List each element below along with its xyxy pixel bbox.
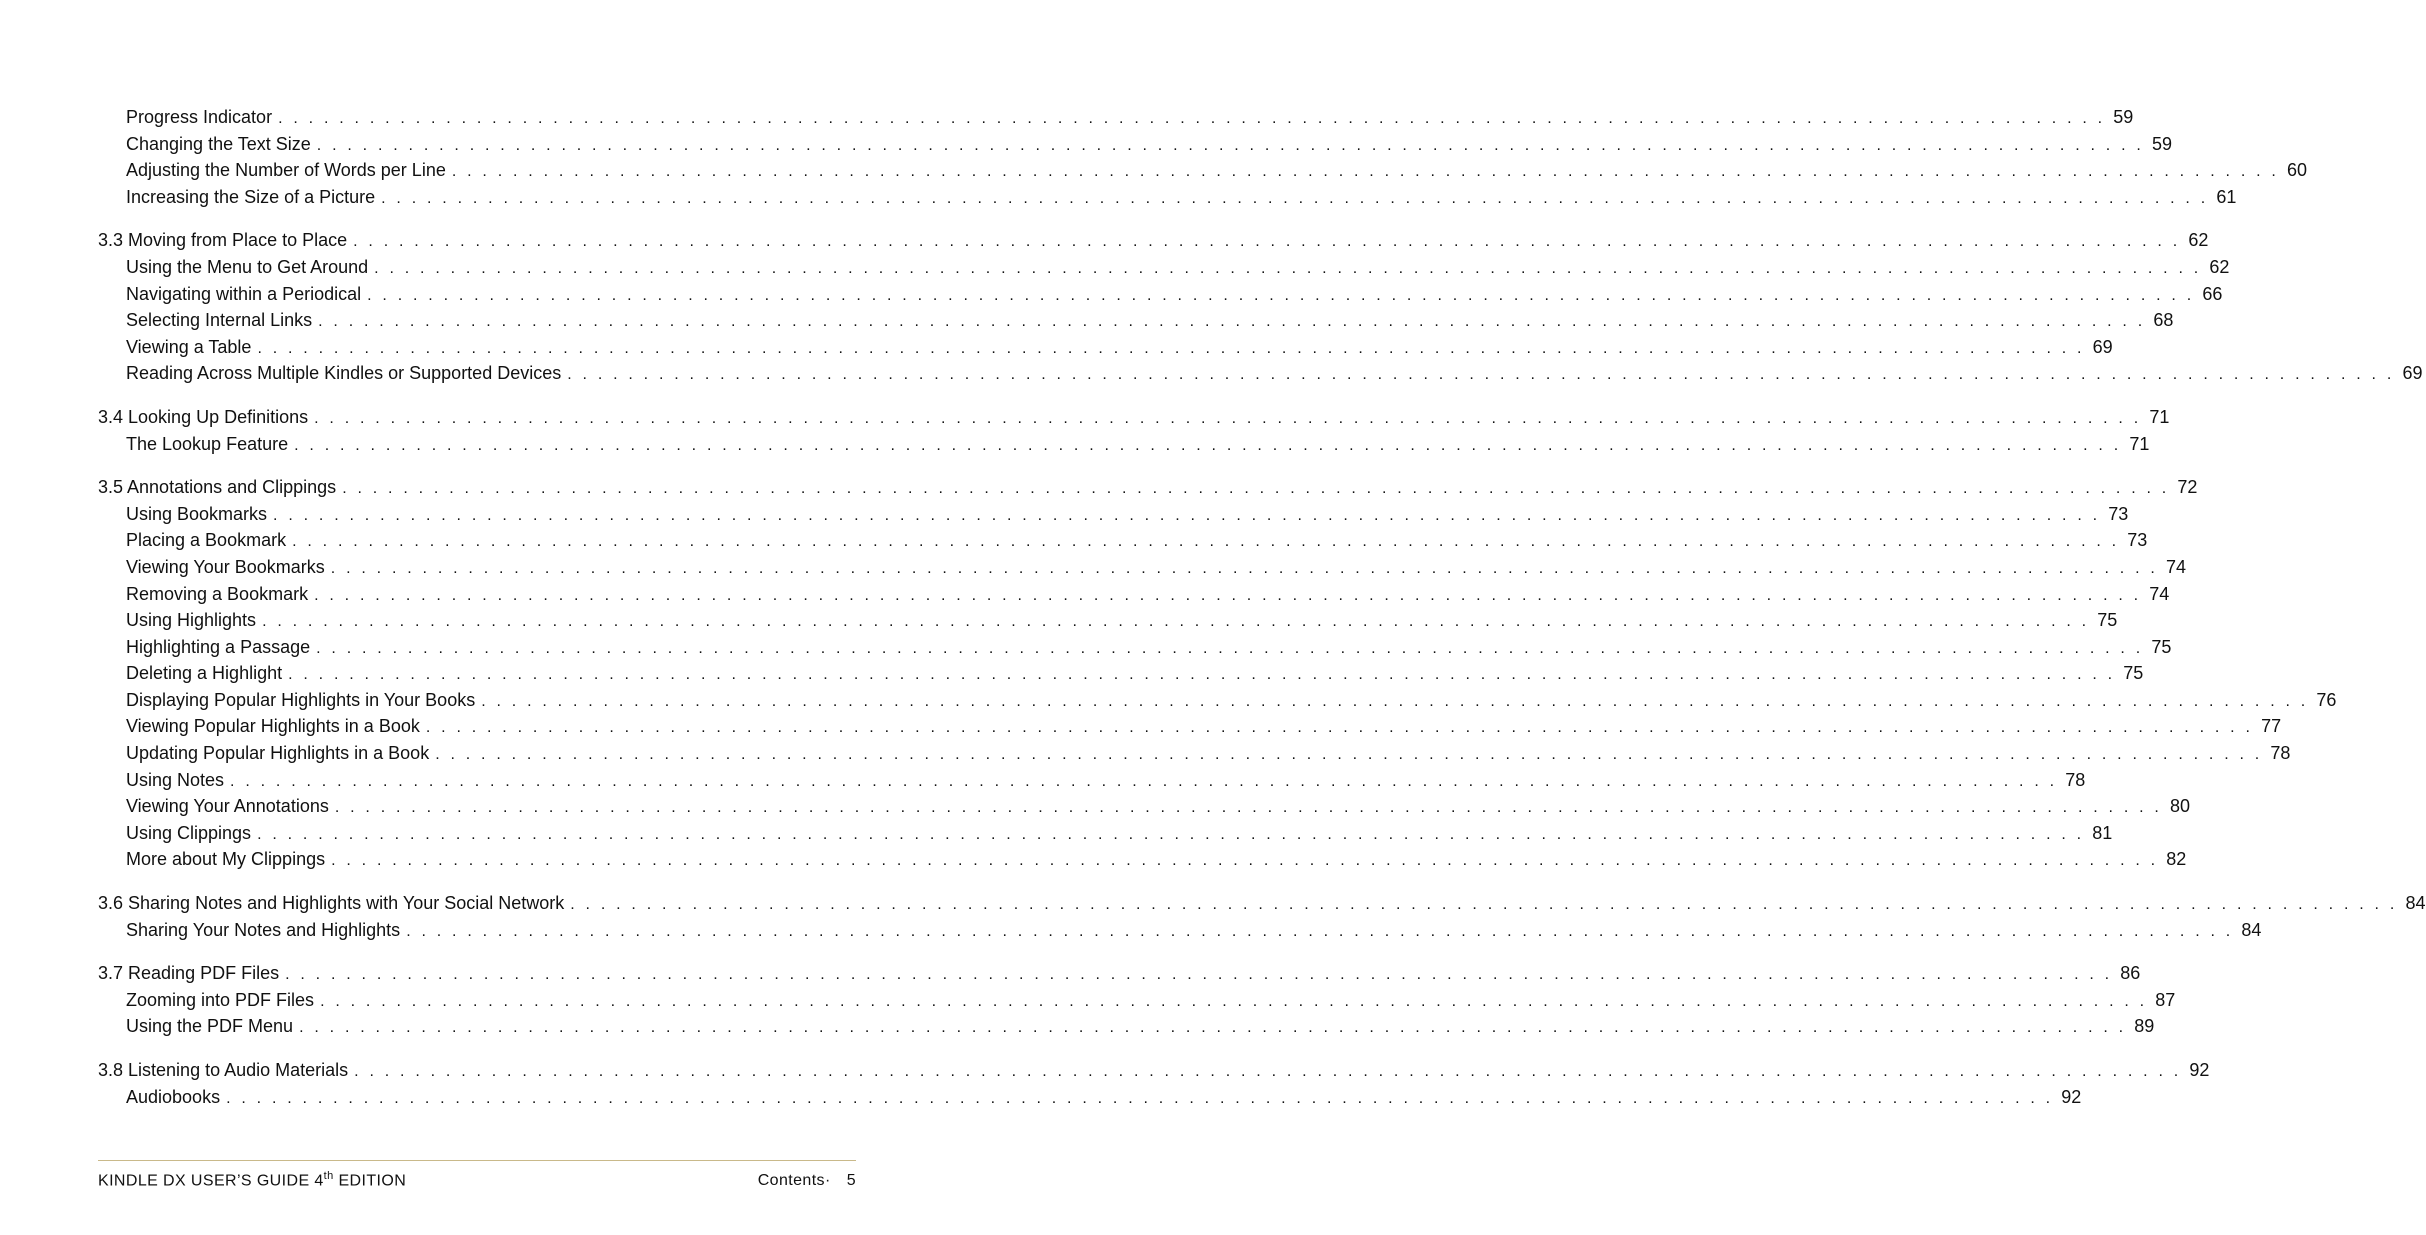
toc-entry-title: Navigating within a Periodical <box>126 283 362 304</box>
toc-entry-page-number: 92 <box>2061 1086 2082 1107</box>
toc-entry-title: More about My Clippings <box>126 849 326 870</box>
toc-entry-title: Displaying Popular Highlights in Your Books <box>126 689 476 710</box>
toc-entry-page-number: 69 <box>2092 336 2113 357</box>
table-of-contents <box>98 104 2426 1127</box>
toc-subentry[interactable] <box>98 157 2308 184</box>
toc-subentry[interactable] <box>98 281 2223 308</box>
toc-group <box>98 890 2426 943</box>
toc-group <box>98 227 2423 387</box>
toc-entry-title: Using the Menu to Get Around <box>126 256 369 277</box>
footer-separator: · <box>824 1172 831 1190</box>
dot-leader: . . . . . . . . . . . . . . . . . . . . . . . . . . . . . . . . . . . . . . . . . . . . . . . . . . . . . . . . . . . . . . . . . . . . . . . . . . . . . . . . . . . . . . . . . . . . . . . . . . . . . . . . . . . . . . . . . . . . . . . . <box>257 339 2085 357</box>
dot-leader: . . . . . . . . . . . . . . . . . . . . . . . . . . . . . . . . . . . . . . . . . . . . . . . . . . . . . . . . . . . . . . . . . . . . . . . . . . . . . . . . . . . . . . . . . . . . . . . . . . . . . . . . . . . . . . . . . . . . . . . . <box>262 613 2090 631</box>
toc-entry-title: 3.4 Looking Up Definitions <box>98 406 309 427</box>
toc-entry-title: Increasing the Size of a Picture <box>126 186 376 207</box>
toc-entry-page-number: 82 <box>2166 849 2187 870</box>
footer-title-prefix: KINDLE DX USER’S GUIDE 4 <box>98 1172 324 1190</box>
footer-page-number: 5 <box>846 1172 856 1190</box>
dot-leader: . . . . . . . . . . . . . . . . . . . . . . . . . . . . . . . . . . . . . . . . . . . . . . . . . . . . . . . . . . . . . . . . . . . . . . . . . . . . . . . . . . . . . . . . . . . . . . . . . . . . . . . . . . . . . . . . . . . . . . . . <box>406 922 2234 940</box>
toc-section-entry[interactable] <box>98 227 2209 254</box>
toc-subentry[interactable] <box>98 607 2118 634</box>
toc-entry-title: Removing a Bookmark <box>126 583 309 604</box>
footer-rule <box>98 1160 856 1161</box>
footer-section-label: Contents <box>757 1172 825 1190</box>
toc-subentry[interactable] <box>98 687 2337 714</box>
toc-entry-page-number: 89 <box>2134 1016 2155 1037</box>
toc-entry-page-number: 74 <box>2149 583 2170 604</box>
toc-entry-title: The Lookup Feature <box>126 433 289 454</box>
dot-leader: . . . . . . . . . . . . . . . . . . . . . . . . . . . . . . . . . . . . . . . . . . . . . . . . . . . . . . . . . . . . . . . . . . . . . . . . . . . . . . . . . . . . . . . . . . . . . . . . . . . . . . . . . . . . . . . . . . . . . . . . <box>294 436 2122 454</box>
toc-entry-page-number: 81 <box>2092 822 2113 843</box>
toc-entry-title: Deleting a Highlight <box>126 663 283 684</box>
dot-leader: . . . . . . . . . . . . . . . . . . . . . . . . . . . . . . . . . . . . . . . . . . . . . . . . . . . . . . . . . . . . . . . . . . . . . . . . . . . . . . . . . . . . . . . . . . . . . . . . . . . . . . . . . . . . . . . . . . . . . . . . <box>226 1089 2054 1107</box>
toc-subentry[interactable] <box>98 1084 2082 1111</box>
toc-subentry[interactable] <box>98 740 2291 767</box>
dot-leader: . . . . . . . . . . . . . . . . . . . . . . . . . . . . . . . . . . . . . . . . . . . . . . . . . . . . . . . . . . . . . . . . . . . . . . . . . . . . . . . . . . . . . . . . . . . . . . . . . . . . . . . . . . . . . . . . . . . . . . . . <box>314 409 2142 427</box>
toc-subentry[interactable] <box>98 846 2187 873</box>
toc-entry-page-number: 73 <box>2108 503 2129 524</box>
toc-entry-title: 3.3 Moving from Place to Place <box>98 230 348 251</box>
toc-entry-title: Viewing a Table <box>126 336 252 357</box>
toc-subentry[interactable] <box>98 254 2230 281</box>
toc-group <box>98 404 2170 457</box>
toc-entry-page-number: 62 <box>2209 256 2230 277</box>
toc-section-entry[interactable] <box>98 404 2170 431</box>
toc-entry-page-number: 84 <box>2241 919 2262 940</box>
dot-leader: . . . . . . . . . . . . . . . . . . . . . . . . . . . . . . . . . . . . . . . . . . . . . . . . . . . . . . . . . . . . . . . . . . . . . . . . . . . . . . . . . . . . . . . . . . . . . . . . . . . . . . . . . . . . . . . . . . . . . . . . <box>570 896 2398 914</box>
toc-entry-title: Viewing Your Bookmarks <box>126 556 325 577</box>
toc-entry-page-number: 75 <box>2123 663 2144 684</box>
toc-section-entry[interactable] <box>98 890 2426 917</box>
toc-entry-title: Placing a Bookmark <box>126 530 287 551</box>
footer-page-info <box>758 1172 856 1190</box>
toc-entry-title: Viewing Your Annotations <box>126 796 329 817</box>
dot-leader: . . . . . . . . . . . . . . . . . . . . . . . . . . . . . . . . . . . . . . . . . . . . . . . . . . . . . . . . . . . . . . . . . . . . . . . . . . . . . . . . . . . . . . . . . . . . . . . . . . . . . . . . . . . . . . . . . . . . . . . . <box>331 852 2159 870</box>
toc-entry-page-number: 78 <box>2065 769 2086 790</box>
toc-entry-title: 3.8 Listening to Audio Materials <box>98 1060 349 1080</box>
toc-entry-page-number: 84 <box>2405 893 2426 914</box>
footer-title-suffix: EDITION <box>333 1172 407 1190</box>
toc-entry-title: Using the PDF Menu <box>126 1016 294 1037</box>
toc-subentry[interactable] <box>98 713 2282 740</box>
toc-entry-page-number: 73 <box>2127 530 2148 551</box>
toc-entry-page-number: 92 <box>2189 1060 2210 1080</box>
toc-group <box>98 104 2308 210</box>
toc-entry-page-number: 86 <box>2120 963 2141 984</box>
toc-entry-title: 3.5 Annotations and Clippings <box>98 477 337 498</box>
toc-subentry[interactable] <box>98 634 2172 661</box>
dot-leader: . . . . . . . . . . . . . . . . . . . . . . . . . . . . . . . . . . . . . . . . . . . . . . . . . . . . . . . . . . . . . . . . . . . . . . . . . . . . . . . . . . . . . . . . . . . . . . . . . . . . . . . . . . . . . . . . . . . . . . . . <box>567 366 2395 384</box>
toc-entry-title: Highlighting a Passage <box>126 636 311 657</box>
toc-entry-page-number: 71 <box>2129 433 2150 454</box>
toc-entry-title: Viewing Popular Highlights in a Book <box>126 716 420 737</box>
toc-entry-page-number: 68 <box>2153 310 2174 331</box>
toc-subentry[interactable] <box>98 581 2170 608</box>
toc-entry-title: Selecting Internal Links <box>126 310 313 331</box>
dot-leader: . . . . . . . . . . . . . . . . . . . . . . . . . . . . . . . . . . . . . . . . . . . . . . . . . . . . . . . . . . . . . . . . . . . . . . . . . . . . . . . . . . . . . . . . . . . . . . . . . . . . . . . . . . . . . . . . . . . . . . . . <box>230 772 2058 790</box>
toc-subentry[interactable] <box>98 987 2176 1014</box>
footer-title-superscript: th <box>323 1170 334 1182</box>
toc-entry-title: Progress Indicator <box>126 107 273 127</box>
toc-entry-page-number: 69 <box>2402 363 2423 384</box>
toc-entry-page-number: 78 <box>2270 743 2291 764</box>
dot-leader: . . . . . . . . . . . . . . . . . . . . . . . . . . . . . . . . . . . . . . . . . . . . . . . . . . . . . . . . . . . . . . . . . . . . . . . . . . . . . . . . . . . . . . . . . . . . . . . . . . . . . . . . . . . . . . . . . . . . . . . . <box>342 480 2170 498</box>
toc-subentry[interactable] <box>98 131 2173 158</box>
toc-entry-page-number: 71 <box>2149 406 2170 427</box>
toc-subentry[interactable] <box>98 820 2113 847</box>
toc-entry-title: Reading Across Multiple Kindles or Supported Devices <box>126 363 562 384</box>
dot-leader: . . . . . . . . . . . . . . . . . . . . . . . . . . . . . . . . . . . . . . . . . . . . . . . . . . . . . . . . . . . . . . . . . . . . . . . . . . . . . . . . . . . . . . . . . . . . . . . . . . . . . . . . . . . . . . . . . . . . . . . . <box>318 313 2146 331</box>
toc-entry-title: 3.6 Sharing Notes and Highlights with Your Social Network <box>98 893 565 914</box>
dot-leader: . . . . . . . . . . . . . . . . . . . . . . . . . . . . . . . . . . . . . . . . . . . . . . . . . . . . . . . . . . . . . . . . . . . . . . . . . . . . . . . . . . . . . . . . . . . . . . . . . . . . . . . . . . . . . . . . . . . . . . . . <box>278 110 2106 127</box>
toc-entry-title: Using Bookmarks <box>126 503 268 524</box>
toc-entry-page-number: 60 <box>2287 160 2308 181</box>
toc-entry-title: Using Notes <box>126 769 225 790</box>
toc-subentry[interactable] <box>98 431 2150 458</box>
dot-leader: . . . . . . . . . . . . . . . . . . . . . . . . . . . . . . . . . . . . . . . . . . . . . . . . . . . . . . . . . . . . . . . . . . . . . . . . . . . . . . . . . . . . . . . . . . . . . . . . . . . . . . . . . . . . . . . . . . . . . . . . <box>299 1019 2127 1037</box>
toc-entry-title: 3.7 Reading PDF Files <box>98 963 280 984</box>
toc-subentry[interactable] <box>98 917 2262 944</box>
toc-entry-page-number: 62 <box>2188 230 2209 251</box>
toc-entry-page-number: 61 <box>2216 186 2237 207</box>
toc-entry-title: Audiobooks <box>126 1086 221 1107</box>
toc-entry-title: Sharing Your Notes and Highlights <box>126 919 401 940</box>
dot-leader: . . . . . . . . . . . . . . . . . . . . . . . . . . . . . . . . . . . . . . . . . . . . . . . . . . . . . . . . . . . . . . . . . . . . . . . . . . . . . . . . . . . . . . . . . . . . . . . . . . . . . . . . . . . . . . . . . . . . . . . . <box>273 506 2101 524</box>
toc-entry-title: Using Highlights <box>126 610 257 631</box>
dot-leader: . . . . . . . . . . . . . . . . . . . . . . . . . . . . . . . . . . . . . . . . . . . . . . . . . . . . . . . . . . . . . . . . . . . . . . . . . . . . . . . . . . . . . . . . . . . . . . . . . . . . . . . . . . . . . . . . . . . . . . . . <box>292 533 2120 551</box>
toc-entry-page-number: 72 <box>2177 477 2198 498</box>
toc-subentry[interactable] <box>98 767 2086 794</box>
toc-subentry[interactable] <box>98 554 2187 581</box>
dot-leader: . . . . . . . . . . . . . . . . . . . . . . . . . . . . . . . . . . . . . . . . . . . . . . . . . . . . . . . . . . . . . . . . . . . . . . . . . . . . . . . . . . . . . . . . . . . . . . . . . . . . . . . . . . . . . . . . . . . . . . . . <box>316 136 2145 154</box>
toc-entry-page-number: 77 <box>2261 716 2282 737</box>
toc-entry-title: Adjusting the Number of Words per Line <box>126 160 446 181</box>
dot-leader: . . . . . . . . . . . . . . . . . . . . . . . . . . . . . . . . . . . . . . . . . . . . . . . . . . . . . . . . . . . . . . . . . . . . . . . . . . . . . . . . . . . . . . . . . . . . . . . . . . . . . . . . . . . . . . . . . . . . . . . . <box>374 259 2202 277</box>
dot-leader: . . . . . . . . . . . . . . . . . . . . . . . . . . . . . . . . . . . . . . . . . . . . . . . . . . . . . . . . . . . . . . . . . . . . . . . . . . . . . . . . . . . . . . . . . . . . . . . . . . . . . . . . . . . . . . . . . . . . . . . . <box>316 639 2144 657</box>
toc-entry-title: Changing the Text Size <box>126 133 311 154</box>
dot-leader: . . . . . . . . . . . . . . . . . . . . . . . . . . . . . . . . . . . . . . . . . . . . . . . . . . . . . . . . . . . . . . . . . . . . . . . . . . . . . . . . . . . . . . . . . . . . . . . . . . . . . . . . . . . . . . . . . . . . . . . . <box>285 966 2113 984</box>
dot-leader: . . . . . . . . . . . . . . . . . . . . . . . . . . . . . . . . . . . . . . . . . . . . . . . . . . . . . . . . . . . . . . . . . . . . . . . . . . . . . . . . . . . . . . . . . . . . . . . . . . . . . . . . . . . . . . . . . . . . . . . . <box>354 1063 2182 1080</box>
dot-leader: . . . . . . . . . . . . . . . . . . . . . . . . . . . . . . . . . . . . . . . . . . . . . . . . . . . . . . . . . . . . . . . . . . . . . . . . . . . . . . . . . . . . . . . . . . . . . . . . . . . . . . . . . . . . . . . . . . . . . . . . <box>334 799 2163 817</box>
dot-leader: . . . . . . . . . . . . . . . . . . . . . . . . . . . . . . . . . . . . . . . . . . . . . . . . . . . . . . . . . . . . . . . . . . . . . . . . . . . . . . . . . . . . . . . . . . . . . . . . . . . . . . . . . . . . . . . . . . . . . . . . <box>353 233 2181 251</box>
dot-leader: . . . . . . . . . . . . . . . . . . . . . . . . . . . . . . . . . . . . . . . . . . . . . . . . . . . . . . . . . . . . . . . . . . . . . . . . . . . . . . . . . . . . . . . . . . . . . . . . . . . . . . . . . . . . . . . . . . . . . . . . <box>451 163 2280 181</box>
dot-leader: . . . . . . . . . . . . . . . . . . . . . . . . . . . . . . . . . . . . . . . . . . . . . . . . . . . . . . . . . . . . . . . . . . . . . . . . . . . . . . . . . . . . . . . . . . . . . . . . . . . . . . . . . . . . . . . . . . . . . . . . <box>381 189 2209 207</box>
toc-entry-page-number: 80 <box>2170 796 2191 817</box>
toc-subentry[interactable] <box>98 334 2113 361</box>
toc-section-entry[interactable] <box>98 1057 2210 1084</box>
toc-subentry[interactable] <box>98 1013 2155 1040</box>
page-footer <box>98 1170 856 1190</box>
toc-subentry[interactable] <box>98 660 2144 687</box>
toc-entry-page-number: 74 <box>2166 556 2187 577</box>
toc-subentry[interactable] <box>98 793 2191 820</box>
footer-guide-title <box>98 1170 406 1190</box>
toc-subentry[interactable] <box>98 104 2134 131</box>
toc-subentry[interactable] <box>98 501 2129 528</box>
dot-leader: . . . . . . . . . . . . . . . . . . . . . . . . . . . . . . . . . . . . . . . . . . . . . . . . . . . . . . . . . . . . . . . . . . . . . . . . . . . . . . . . . . . . . . . . . . . . . . . . . . . . . . . . . . . . . . . . . . . . . . . . <box>367 286 2195 304</box>
dot-leader: . . . . . . . . . . . . . . . . . . . . . . . . . . . . . . . . . . . . . . . . . . . . . . . . . . . . . . . . . . . . . . . . . . . . . . . . . . . . . . . . . . . . . . . . . . . . . . . . . . . . . . . . . . . . . . . . . . . . . . . . <box>320 992 2148 1010</box>
dot-leader: . . . . . . . . . . . . . . . . . . . . . . . . . . . . . . . . . . . . . . . . . . . . . . . . . . . . . . . . . . . . . . . . . . . . . . . . . . . . . . . . . . . . . . . . . . . . . . . . . . . . . . . . . . . . . . . . . . . . . . . . <box>314 586 2142 604</box>
toc-section-entry[interactable] <box>98 960 2141 987</box>
toc-section-entry[interactable] <box>98 474 2198 501</box>
dot-leader: . . . . . . . . . . . . . . . . . . . . . . . . . . . . . . . . . . . . . . . . . . . . . . . . . . . . . . . . . . . . . . . . . . . . . . . . . . . . . . . . . . . . . . . . . . . . . . . . . . . . . . . . . . . . . . . . . . . . . . . . <box>425 719 2254 737</box>
dot-leader: . . . . . . . . . . . . . . . . . . . . . . . . . . . . . . . . . . . . . . . . . . . . . . . . . . . . . . . . . . . . . . . . . . . . . . . . . . . . . . . . . . . . . . . . . . . . . . . . . . . . . . . . . . . . . . . . . . . . . . . . <box>435 746 2263 764</box>
dot-leader: . . . . . . . . . . . . . . . . . . . . . . . . . . . . . . . . . . . . . . . . . . . . . . . . . . . . . . . . . . . . . . . . . . . . . . . . . . . . . . . . . . . . . . . . . . . . . . . . . . . . . . . . . . . . . . . . . . . . . . . . <box>330 559 2159 577</box>
toc-entry-title: Using Clippings <box>126 822 252 843</box>
toc-entry-page-number: 59 <box>2113 107 2134 127</box>
toc-entry-page-number: 75 <box>2151 636 2172 657</box>
toc-group <box>98 1057 2210 1110</box>
toc-entry-page-number: 87 <box>2155 989 2176 1010</box>
toc-entry-title: Zooming into PDF Files <box>126 989 315 1010</box>
toc-entry-page-number: 76 <box>2316 689 2337 710</box>
toc-group <box>98 960 2176 1040</box>
dot-leader: . . . . . . . . . . . . . . . . . . . . . . . . . . . . . . . . . . . . . . . . . . . . . . . . . . . . . . . . . . . . . . . . . . . . . . . . . . . . . . . . . . . . . . . . . . . . . . . . . . . . . . . . . . . . . . . . . . . . . . . . <box>257 825 2085 843</box>
toc-entry-page-number: 75 <box>2097 610 2118 631</box>
toc-subentry[interactable] <box>98 527 2148 554</box>
toc-subentry[interactable] <box>98 360 2423 387</box>
toc-entry-page-number: 59 <box>2152 133 2173 154</box>
toc-group <box>98 474 2337 873</box>
toc-subentry[interactable] <box>98 307 2174 334</box>
toc-subentry[interactable] <box>98 184 2237 211</box>
dot-leader: . . . . . . . . . . . . . . . . . . . . . . . . . . . . . . . . . . . . . . . . . . . . . . . . . . . . . . . . . . . . . . . . . . . . . . . . . . . . . . . . . . . . . . . . . . . . . . . . . . . . . . . . . . . . . . . . . . . . . . . . <box>481 692 2309 710</box>
toc-entry-page-number: 66 <box>2202 283 2223 304</box>
toc-entry-title: Updating Popular Highlights in a Book <box>126 743 430 764</box>
dot-leader: . . . . . . . . . . . . . . . . . . . . . . . . . . . . . . . . . . . . . . . . . . . . . . . . . . . . . . . . . . . . . . . . . . . . . . . . . . . . . . . . . . . . . . . . . . . . . . . . . . . . . . . . . . . . . . . . . . . . . . . . <box>288 666 2116 684</box>
